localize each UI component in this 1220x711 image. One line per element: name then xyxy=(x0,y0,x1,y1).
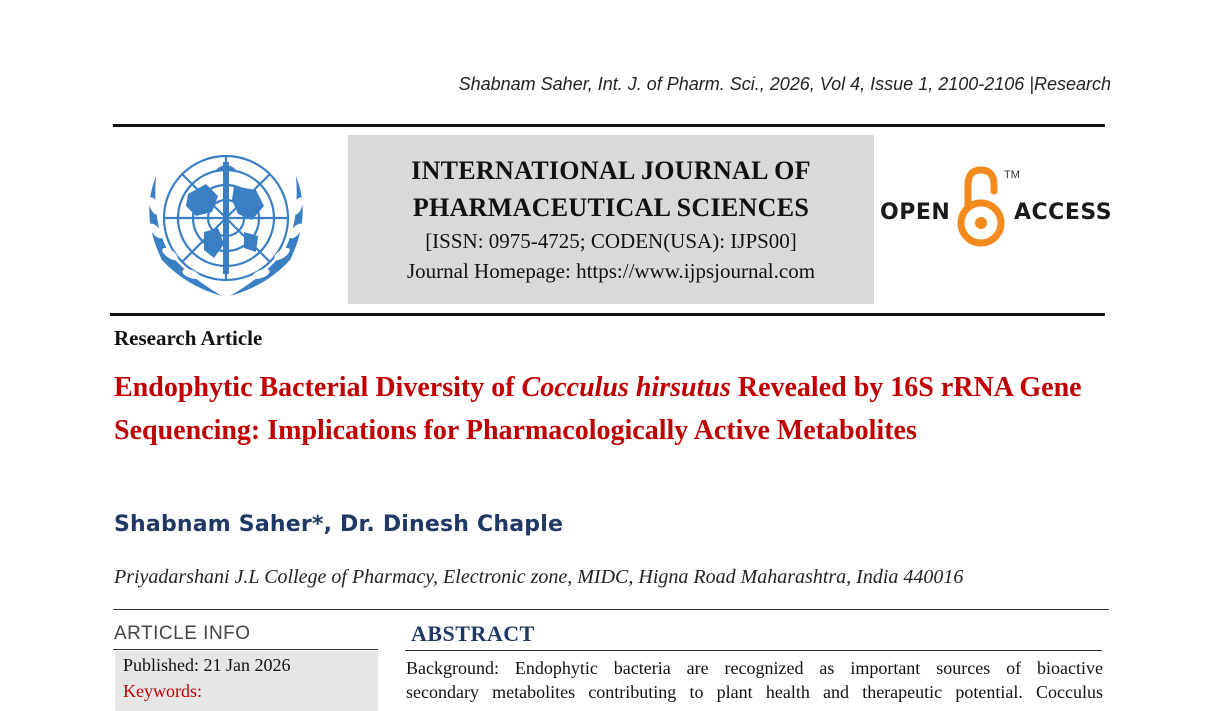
article-type: Research Article xyxy=(114,326,263,350)
title-species: Cocculus hirsutus xyxy=(521,372,731,403)
journal-name-line1: INTERNATIONAL JOURNAL OF xyxy=(411,156,811,185)
masthead-bottom-rule xyxy=(110,313,1105,316)
abstract-heading: ABSTRACT xyxy=(411,621,535,646)
open-access-logo xyxy=(880,165,1113,255)
journal-name-line2: PHARMACEUTICAL SCIENCES xyxy=(412,193,810,222)
keywords-label: Keywords: xyxy=(123,681,202,701)
published-date: Published: 21 Jan 2026 xyxy=(123,655,291,675)
article-info-rule xyxy=(113,649,378,650)
open-access-left-text: OPEN xyxy=(880,200,951,225)
author-affiliation: Priyadarshani J.L College of Pharmacy, Electronic zone, MIDC, Higna Road Maharashtra, India 440016 xyxy=(114,566,964,588)
open-lock-icon xyxy=(956,165,1006,250)
abstract-rule xyxy=(405,650,1102,651)
article-title xyxy=(114,366,1114,452)
trademark-mark: TM xyxy=(1004,169,1020,181)
masthead-top-rule xyxy=(113,124,1105,127)
un-emblem-logo xyxy=(126,136,326,306)
title-part1: Endophytic Bacterial Diversity of xyxy=(114,372,522,403)
journal-homepage: Journal Homepage: https://www.ijpsjournal.com xyxy=(406,259,816,283)
journal-issn: [ISSN: 0975-4725; CODEN(USA): IJPS00] xyxy=(425,229,797,253)
article-authors: Shabnam Saher*, Dr. Dinesh Chaple xyxy=(114,512,564,537)
abstract-line-2: secondary metabolites contributing to plant health and therapeutic potential. Cocculus xyxy=(406,682,1103,702)
abstract-line-1: Background: Endophytic bacteria are recognized as important sources of bioactive xyxy=(406,658,1103,678)
open-access-right-text: ACCESS xyxy=(1014,200,1113,225)
title-part2: Revealed by 16S rRNA Gene Sequencing: Implications for Pharmacologically Active Metabolites xyxy=(114,372,1082,446)
section-divider xyxy=(113,609,1109,610)
running-header-citation: Shabnam Saher, Int. J. of Pharm. Sci., 2026, Vol 4, Issue 1, 2100-2106 |Research xyxy=(458,74,1111,94)
article-info-heading: ARTICLE INFO xyxy=(114,623,251,644)
journal-masthead-box xyxy=(348,135,874,304)
journal-name xyxy=(348,152,874,226)
abstract-text xyxy=(406,656,1103,704)
